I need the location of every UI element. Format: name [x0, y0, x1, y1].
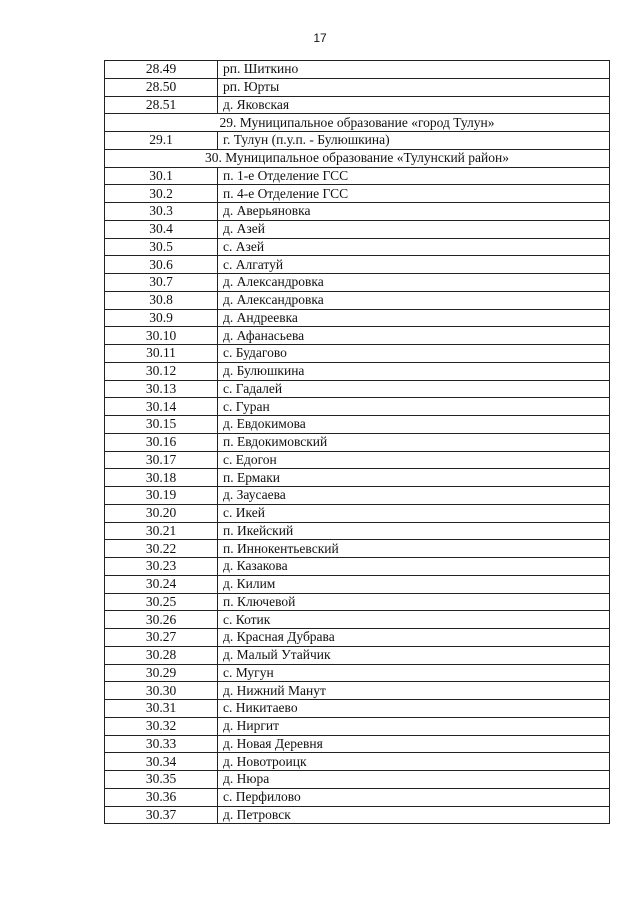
item-number: 30.22 — [105, 540, 218, 558]
settlement-name: д. Заусаева — [218, 487, 610, 505]
table-row — [105, 575, 610, 593]
table-row — [105, 451, 610, 469]
settlement-name: д. Азей — [218, 220, 610, 238]
settlement-name: с. Котик — [218, 611, 610, 629]
item-number: 30.11 — [105, 345, 218, 363]
table-row — [105, 522, 610, 540]
item-number: 30.13 — [105, 380, 218, 398]
item-number: 30.30 — [105, 682, 218, 700]
table-row — [105, 611, 610, 629]
item-number: 30.2 — [105, 185, 218, 203]
table-row — [105, 788, 610, 806]
settlement-name: д. Казакова — [218, 558, 610, 576]
item-number: 30.19 — [105, 487, 218, 505]
item-number: 29.1 — [105, 132, 218, 150]
settlement-name: г. Тулун (п.у.п. - Булюшкина) — [218, 132, 610, 150]
item-number: 28.49 — [105, 61, 218, 79]
item-number: 30.10 — [105, 327, 218, 345]
item-number: 30.6 — [105, 256, 218, 274]
item-number: 30.16 — [105, 433, 218, 451]
item-number: 30.37 — [105, 806, 218, 824]
table-row — [105, 735, 610, 753]
table-row — [105, 700, 610, 718]
settlement-name: д. Яковская — [218, 96, 610, 114]
table-row — [105, 167, 610, 185]
item-number: 30.31 — [105, 700, 218, 718]
settlement-name: д. Новотроицк — [218, 753, 610, 771]
table-row — [105, 274, 610, 292]
item-number: 30.27 — [105, 629, 218, 647]
table-row — [105, 96, 610, 114]
table-row — [105, 291, 610, 309]
table-row — [105, 469, 610, 487]
table-row — [105, 185, 610, 203]
settlement-name: д. Петровск — [218, 806, 610, 824]
section-header-row — [105, 149, 610, 167]
settlement-name: п. 1-е Отделение ГСС — [218, 167, 610, 185]
settlement-name: с. Гуран — [218, 398, 610, 416]
item-number: 30.3 — [105, 203, 218, 221]
table-row — [105, 309, 610, 327]
table-row — [105, 646, 610, 664]
settlement-name: п. Иннокентьевский — [218, 540, 610, 558]
settlement-name: д. Ниргит — [218, 717, 610, 735]
table-row — [105, 771, 610, 789]
settlement-name: д. Евдокимова — [218, 416, 610, 434]
item-number: 30.18 — [105, 469, 218, 487]
item-number: 30.7 — [105, 274, 218, 292]
settlement-name: д. Александровка — [218, 291, 610, 309]
table-row — [105, 629, 610, 647]
item-number: 30.33 — [105, 735, 218, 753]
item-number: 30.28 — [105, 646, 218, 664]
settlement-name: с. Перфилово — [218, 788, 610, 806]
settlement-name: п. 4-е Отделение ГСС — [218, 185, 610, 203]
settlement-name: рп. Шиткино — [218, 61, 610, 79]
settlement-name: с. Гадалей — [218, 380, 610, 398]
table-row — [105, 345, 610, 363]
table-row — [105, 593, 610, 611]
item-number: 30.12 — [105, 362, 218, 380]
table-row — [105, 753, 610, 771]
item-number: 30.25 — [105, 593, 218, 611]
table-row — [105, 238, 610, 256]
table-row — [105, 487, 610, 505]
table-row — [105, 398, 610, 416]
settlement-name: д. Новая Деревня — [218, 735, 610, 753]
item-number: 30.23 — [105, 558, 218, 576]
item-number: 30.21 — [105, 522, 218, 540]
settlement-name: д. Красная Дубрава — [218, 629, 610, 647]
section-header-row — [105, 114, 610, 132]
item-number: 30.5 — [105, 238, 218, 256]
table-row — [105, 558, 610, 576]
settlement-name: п. Ермаки — [218, 469, 610, 487]
settlement-name: д. Булюшкина — [218, 362, 610, 380]
item-number: 30.24 — [105, 575, 218, 593]
table-row — [105, 806, 610, 824]
table-row — [105, 132, 610, 150]
table-row — [105, 717, 610, 735]
table-row — [105, 664, 610, 682]
settlements-table-body — [105, 61, 610, 824]
settlement-name: с. Едогон — [218, 451, 610, 469]
settlement-name: с. Азей — [218, 238, 610, 256]
table-row — [105, 327, 610, 345]
item-number: 30.20 — [105, 504, 218, 522]
settlement-name: рп. Юрты — [218, 78, 610, 96]
table-row — [105, 540, 610, 558]
section-title: 29. Муниципальное образование «город Тулун» — [105, 114, 610, 132]
table-row — [105, 433, 610, 451]
settlement-name: д. Килим — [218, 575, 610, 593]
item-number: 28.50 — [105, 78, 218, 96]
settlement-name: п. Икейский — [218, 522, 610, 540]
item-number: 30.17 — [105, 451, 218, 469]
item-number: 30.34 — [105, 753, 218, 771]
item-number: 30.32 — [105, 717, 218, 735]
table-row — [105, 504, 610, 522]
item-number: 30.15 — [105, 416, 218, 434]
item-number: 30.1 — [105, 167, 218, 185]
table-row — [105, 78, 610, 96]
item-number: 30.26 — [105, 611, 218, 629]
settlement-name: д. Нижний Манут — [218, 682, 610, 700]
settlements-table — [104, 60, 610, 824]
settlement-name: с. Алгатуй — [218, 256, 610, 274]
settlement-name: с. Икей — [218, 504, 610, 522]
table-row — [105, 256, 610, 274]
settlement-name: с. Мугун — [218, 664, 610, 682]
settlement-name: п. Евдокимовский — [218, 433, 610, 451]
table-row — [105, 380, 610, 398]
settlement-name: д. Аверьяновка — [218, 203, 610, 221]
table-row — [105, 61, 610, 79]
settlement-name: д. Афанасьева — [218, 327, 610, 345]
item-number: 30.29 — [105, 664, 218, 682]
page-number: 17 — [313, 31, 327, 45]
settlement-name: п. Ключевой — [218, 593, 610, 611]
item-number: 30.14 — [105, 398, 218, 416]
item-number: 30.8 — [105, 291, 218, 309]
table-row — [105, 203, 610, 221]
table-row — [105, 416, 610, 434]
settlement-name: д. Нюра — [218, 771, 610, 789]
item-number: 30.9 — [105, 309, 218, 327]
table-row — [105, 682, 610, 700]
settlement-name: д. Малый Утайчик — [218, 646, 610, 664]
item-number: 28.51 — [105, 96, 218, 114]
settlement-name: с. Никитаево — [218, 700, 610, 718]
item-number: 30.35 — [105, 771, 218, 789]
table-row — [105, 220, 610, 238]
table-row — [105, 362, 610, 380]
item-number: 30.4 — [105, 220, 218, 238]
item-number: 30.36 — [105, 788, 218, 806]
section-title: 30. Муниципальное образование «Тулунский район» — [105, 149, 610, 167]
settlement-name: д. Александровка — [218, 274, 610, 292]
settlement-name: с. Будагово — [218, 345, 610, 363]
settlement-name: д. Андреевка — [218, 309, 610, 327]
